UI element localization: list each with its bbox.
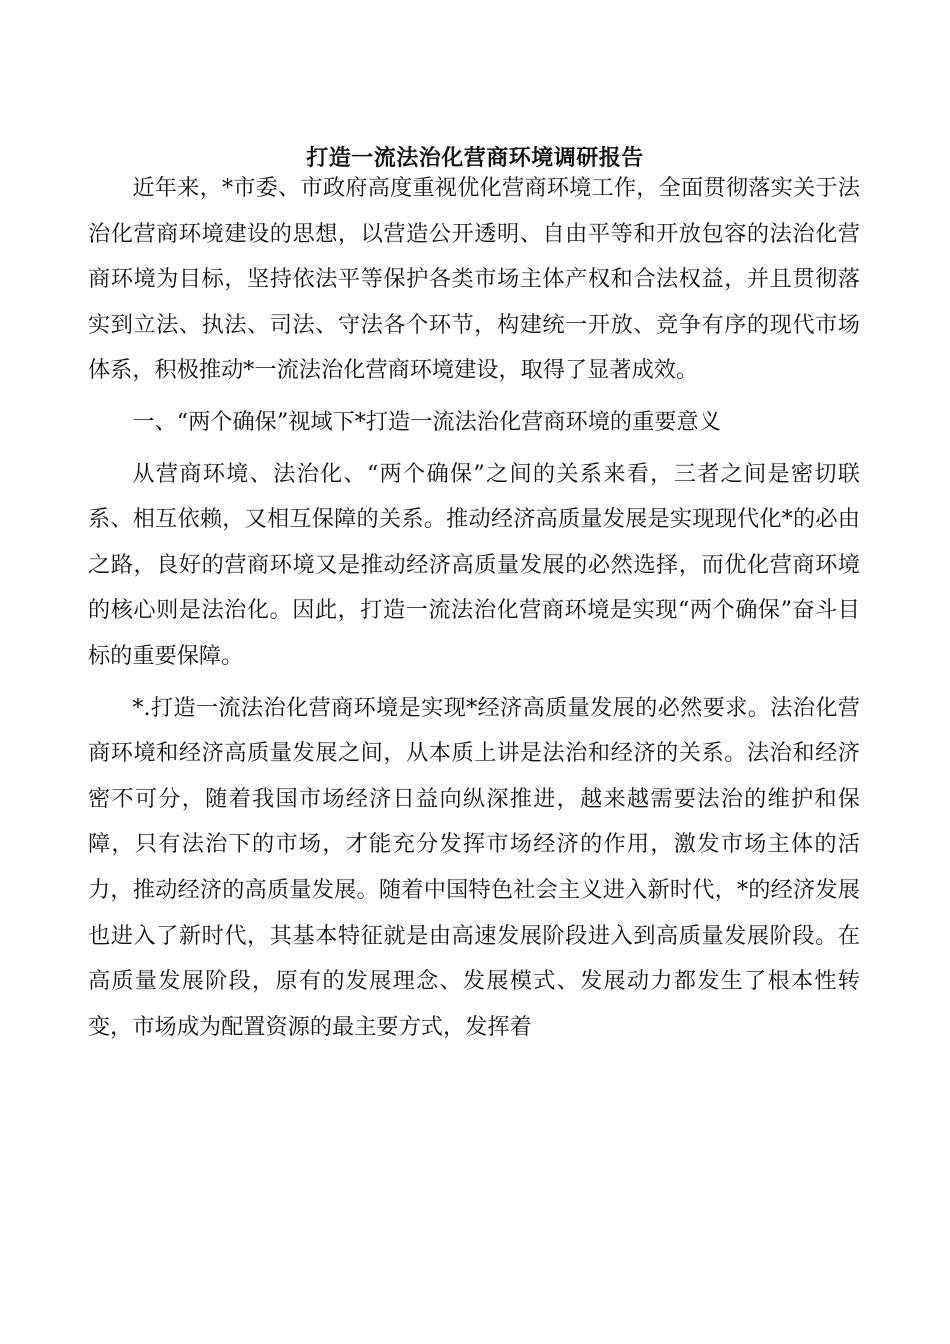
section-heading-1: 一、“两个确保”视域下*打造一流法治化营商环境的重要意义 <box>132 408 721 435</box>
paragraph-point-1: *.打造一流法治化营商环境是实现*经济高质量发展的必然要求。法治化营商环境和经济高质量发展之间，从本质上讲是法治和经济的关系。法治和经济密不可分，随着我国市场经济日益向纵深推进，越来越需要法治的维护和保障，只有法治下的市场，才能充分发挥市场经济的作用，激发市场主体的活力，推动经济的高质量发展。随着中国特色社会主义进入新时代，*的经济发展也进入了新时代，其基本特征就是由高速发展阶段进入到高质量发展阶段。在高质量发展阶段，原有的发展理念、发展模式、发展动力都发生了根本性转变，市场成为配置资源的最主要方式，发挥着 <box>88 694 860 1040</box>
paragraph-intro: 近年来，*市委、市政府高度重视优化营商环境工作，全面贯彻落实关于法治化营商环境建设的思想，以营造公开透明、自由平等和开放包容的法治化营商环境为目标，坚持依法平等保护各类市场主体产权和合法权益，并且贯彻落实到立法、执法、司法、守法各个环节，构建统一开放、竞争有序的现代市场体系，积极推动*一流法治化营商环境建设，取得了显著成效。 <box>88 175 860 384</box>
document-body <box>88 166 860 1050</box>
paragraph-relationship: 从营商环境、法治化、“两个确保”之间的关系来看，三者之间是密切联系、相互依赖，又相互保障的关系。推动经济高质量发展是实现现代化*的必由之路，良好的营商环境又是推动经济高质量发展的必然选择，而优化营商环境的核心则是法治化。因此，打造一流法治化营商环境是实现“两个确保”奋斗目标的重要保障。 <box>88 460 860 669</box>
document-title: 打造一流法治化营商环境调研报告 <box>306 145 644 171</box>
